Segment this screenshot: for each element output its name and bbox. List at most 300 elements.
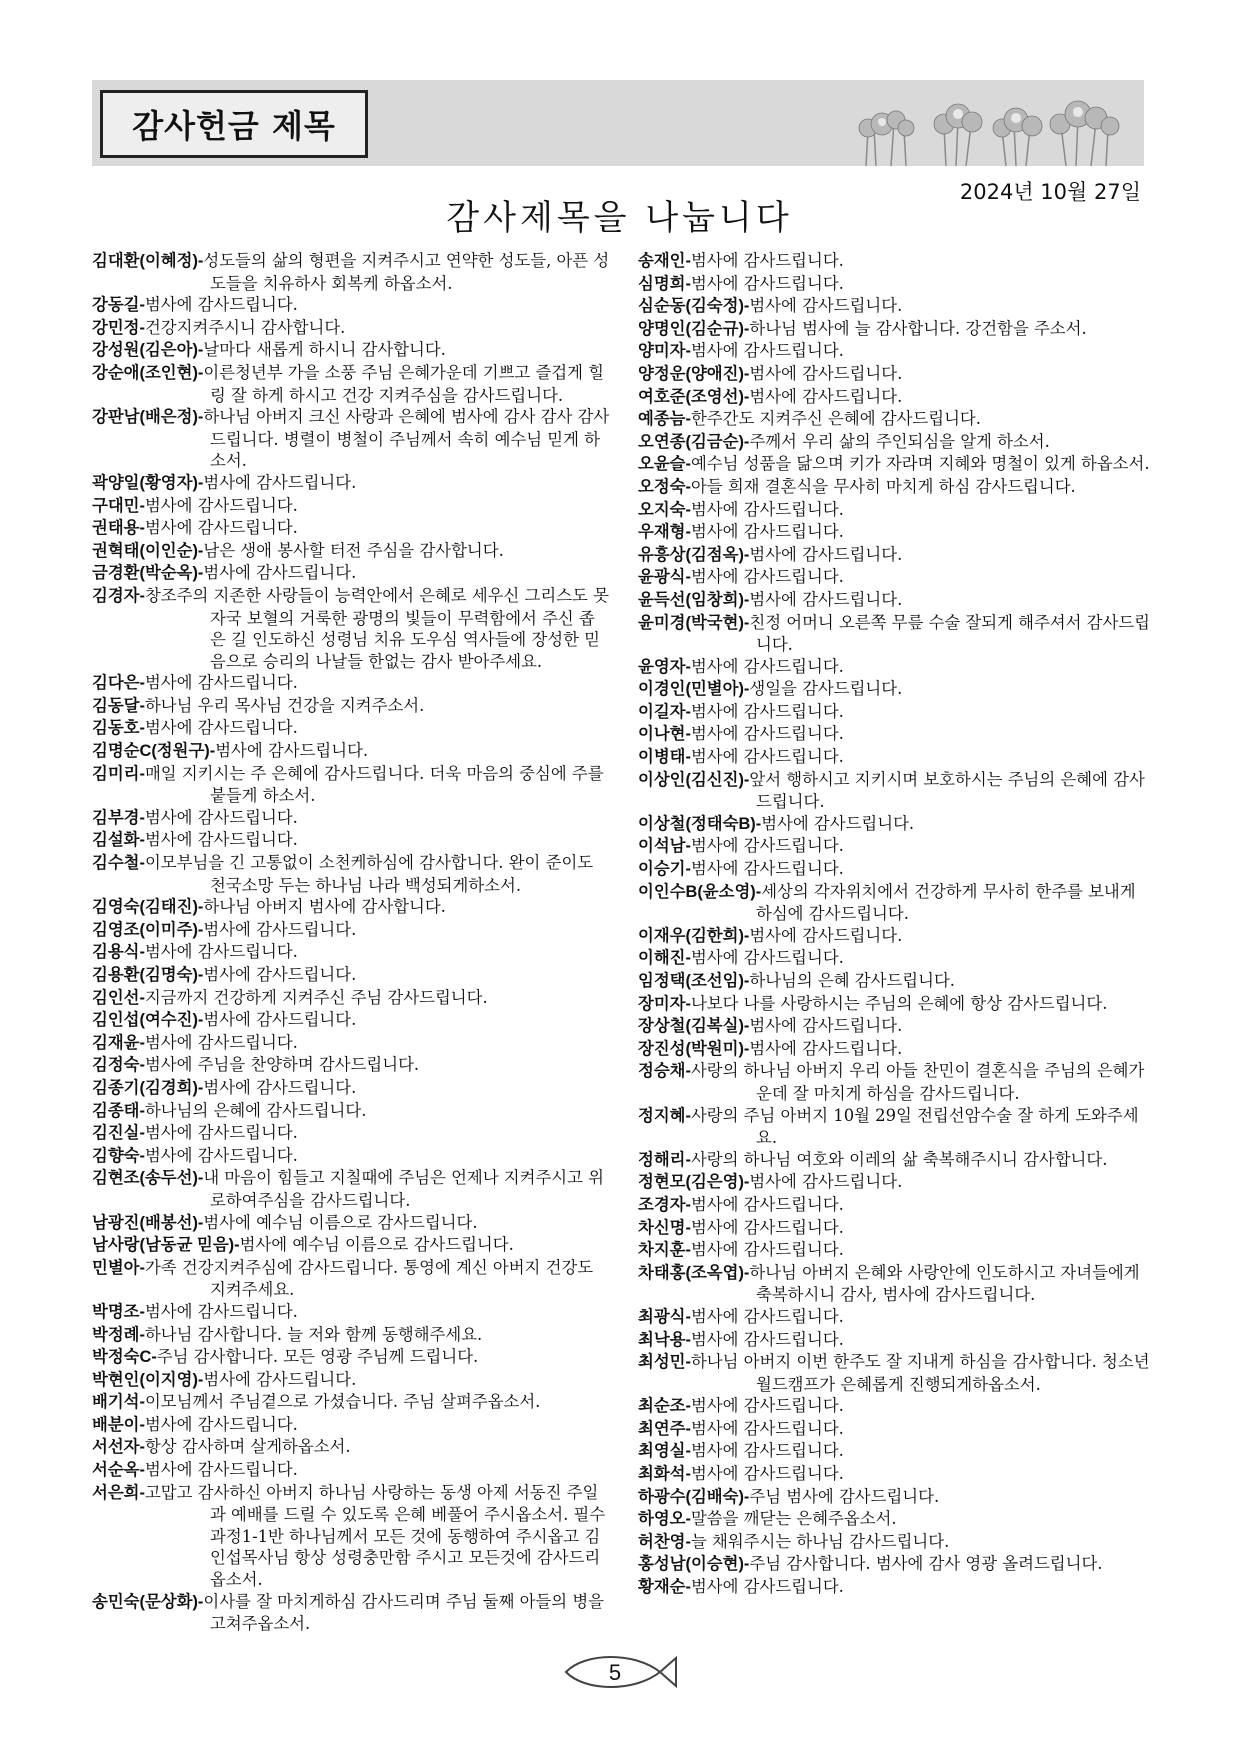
member-name: 박정숙C- [92,1348,157,1367]
thanks-text: 이른청년부 가을 소풍 주님 은혜가운데 기쁘고 즐겁게 힐링 잘 하게 하시고 건강 지켜주심을 감사드립니다. [203,362,605,405]
member-name: 장진성(박원미)- [638,1039,750,1058]
member-name: 이인수B(윤소영)- [638,882,762,901]
thanks-text: 하나님 아버지 은혜와 사랑안에 인도하시고 자녀들에게 축복하시니 감사, 범사에 감사드립니다. [749,1262,1140,1305]
thanks-entry [638,1463,1154,1486]
member-name: 남광진(배봉선)- [92,1213,204,1232]
thanks-entry [638,589,1154,612]
member-name: 김동호- [92,719,145,738]
thanks-entry [92,1054,610,1077]
thanks-text: 범사에 감사드립니다. [690,1418,844,1438]
member-name: 최연주- [638,1419,691,1438]
thanks-entry [638,1149,1154,1172]
thanks-entry [638,1306,1154,1329]
thanks-entry [92,1122,610,1145]
thanks-entry [92,1009,610,1032]
thanks-entry [638,1418,1154,1441]
thanks-text: 건강지켜주시니 감사합니다. [144,317,346,337]
thanks-text: 범사에 감사드립니다. [144,1301,298,1321]
member-name: 이석남- [638,837,691,856]
thanks-text: 범사에 감사드립니다. [690,701,844,721]
member-name: 윤득선(임창희)- [638,590,750,609]
member-name: 박정례- [92,1325,145,1344]
thanks-entry [92,829,610,852]
thanks-text: 나보다 나를 사랑하시는 주님의 은혜에 항상 감사드립니다. [690,993,1108,1013]
member-name: 양정운(양애진)- [638,364,750,383]
thanks-text: 범사에 감사드립니다. [690,1441,844,1461]
member-name: 오지숙- [638,500,691,519]
member-name: 김동달- [92,696,145,715]
thanks-text: 범사에 감사드립니다. [144,1460,298,1480]
thanks-entry [92,1100,610,1123]
member-name: 조경자- [638,1195,691,1214]
thanks-entry [92,987,610,1010]
thanks-text: 범사에 감사드립니다. [144,1032,298,1052]
thanks-text: 범사에 감사드립니다. [690,1396,844,1416]
thanks-entry [638,1329,1154,1352]
member-name: 허찬영- [638,1532,691,1551]
thanks-entry [92,1346,610,1369]
thanks-entry [638,1486,1154,1509]
member-name: 김다은- [92,674,145,693]
member-name: 송민숙(문상화)- [92,1592,204,1611]
member-name: 배분이- [92,1415,145,1434]
thanks-entry [92,1482,610,1591]
thanks-entry [92,1369,610,1392]
thanks-text: 범사에 감사드립니다. [144,1414,298,1434]
member-name: 최순조- [638,1397,691,1416]
member-name: 최성민- [638,1353,691,1372]
thanks-text: 범사에 감사드립니다. [203,472,357,492]
thanks-entry [92,763,610,807]
member-name: 송재인- [638,252,691,270]
thanks-entry [92,1324,610,1347]
member-name: 구대민- [92,496,145,515]
member-name: 홍성남(이승현)- [638,1555,750,1574]
member-name: 임정택(조선임)- [638,972,750,990]
member-name: 이해진- [638,949,691,968]
thanks-text: 범사에 감사드립니다. [749,296,903,316]
thanks-entry [92,362,610,406]
thanks-text: 아들 희재 결혼식을 무사히 마치게 하심 감사드립니다. [690,476,1076,496]
thanks-text: 한주간도 지켜주신 은혜에 감사드립니다. [690,409,981,429]
member-name: 우재형- [638,523,691,542]
thanks-entry [92,896,610,919]
member-name: 양명인(김순규)- [638,319,750,338]
thanks-entry [638,1105,1154,1149]
thanks-entry [92,250,610,294]
member-name: 박명조- [92,1302,145,1321]
thanks-text: 말씀을 깨닫는 은혜주옵소서. [690,1509,897,1529]
thanks-entry [92,1234,610,1257]
thanks-entry [638,947,1154,970]
thanks-entry [638,925,1154,948]
thanks-text: 범사에 감사드립니다. [144,673,298,693]
member-name: 강동길- [92,296,145,315]
member-name: 오연종(김금순)- [638,432,750,451]
member-name: 정해리- [638,1150,691,1169]
thanks-entry [92,695,610,718]
member-name: 강민정- [92,318,145,337]
thanks-text: 성도들의 삶의 형편을 지켜주시고 연약한 성도들, 아픈 성도들을 치유하사 회복케 하옵소서. [203,251,610,293]
thanks-text: 범사에 감사드립니다. [690,1329,844,1349]
thanks-text: 범사에 주님을 찬양하며 감사드립니다. [144,1055,420,1075]
thanks-entry [638,993,1154,1016]
thanks-entry [92,964,610,987]
member-name: 김설화- [92,831,145,850]
member-name: 하영오- [638,1510,691,1529]
member-name: 최화석- [638,1465,691,1484]
thanks-text: 주님 감사합니다. 범사에 감사 영광 올려드립니다. [749,1554,1103,1574]
member-name: 이재우(김한희)- [638,926,750,945]
thanks-entry [638,1038,1154,1061]
thanks-entry [92,717,610,740]
thanks-entry [638,769,1154,813]
thanks-entry [638,1351,1154,1395]
thanks-entry [638,1553,1154,1576]
thanks-entry [92,1257,610,1301]
thanks-text: 범사에 감사드립니다. [203,1077,357,1097]
thanks-text: 범사에 감사드립니다. [690,656,844,676]
thanks-entry [92,406,610,472]
page-title: 감사헌금 제목 [100,90,368,158]
thanks-entry [638,408,1154,431]
thanks-entry [638,678,1154,701]
member-name: 윤광식- [638,568,691,587]
thanks-text: 예수님 성품을 닮으며 키가 자라며 지혜와 명철이 있게 하옵소서. [690,454,1150,474]
thanks-text: 범사에 감사드립니다. [203,919,357,939]
right-column [638,250,1154,1599]
thanks-text: 범사에 감사드립니다. [690,522,844,542]
thanks-text: 주님 감사합니다. 모든 영광 주님께 드립니다. [156,1347,479,1367]
section-subtitle: 감사제목을 나눕니다 [446,198,793,238]
thanks-entry [638,566,1154,589]
member-name: 남사랑(남동균 믿음)- [92,1236,240,1255]
thanks-entry [92,852,610,896]
member-name: 서순옥- [92,1461,145,1480]
thanks-text: 지금까지 건강하게 지켜주신 주님 감사드립니다. [144,987,488,1007]
thanks-text: 범사에 감사드립니다. [203,1369,357,1389]
thanks-entry [638,499,1154,522]
member-name: 차태홍(조옥엽)- [638,1263,750,1282]
thanks-entry [638,295,1154,318]
member-name: 심명희- [638,274,691,293]
thanks-entry [638,881,1154,925]
thanks-text: 범사에 감사드립니다. [690,1217,844,1237]
thanks-entry [92,1459,610,1482]
thanks-text: 범사에 감사드립니다. [144,295,298,315]
thanks-text: 범사에 감사드립니다. [690,836,844,856]
thanks-text: 범사에 예수님 이름으로 감사드립니다. [239,1235,514,1255]
thanks-entry [638,1239,1154,1262]
thanks-text: 범사에 감사드립니다. [749,1016,903,1036]
thanks-entry [92,517,610,540]
member-name: 강판남(배은정)- [92,408,204,427]
member-name: 차지훈- [638,1241,691,1260]
member-name: 배기석- [92,1393,145,1412]
thanks-text: 범사에 감사드립니다. [144,942,298,962]
thanks-entry [638,813,1154,836]
thanks-entry [92,317,610,340]
member-name: 이길자- [638,702,691,721]
thanks-text: 범사에 감사드립니다. [749,363,903,383]
thanks-entry [638,723,1154,746]
thanks-entry [638,1440,1154,1463]
thanks-text: 남은 생애 봉사할 터전 주심을 감사합니다. [203,540,504,560]
member-name: 김현조(송두선)- [92,1169,204,1188]
member-name: 이승기- [638,860,691,879]
thanks-entry [638,1194,1154,1217]
thanks-entry [638,544,1154,567]
thanks-entry [92,807,610,830]
member-name: 심순동(김숙정)- [638,297,750,316]
thanks-text: 하나님의 은혜 감사드립니다. [749,971,956,990]
thanks-text: 사랑의 주님 아버지 10월 29일 전립선암수술 잘 하게 도와주세요. [690,1105,1139,1148]
thanks-text: 매일 지키시는 주 은혜에 감사드립니다. 더욱 마음의 중심에 주를 붙들게 하소서. [144,763,604,806]
member-name: 김미리- [92,764,145,783]
thanks-entry [92,495,610,518]
thanks-text: 범사에 감사드립니다. [749,544,903,564]
thanks-text: 범사에 감사드립니다. [749,925,903,945]
thanks-entry [92,540,610,563]
thanks-entry [92,1301,610,1324]
thanks-text: 앞서 행하시고 지키시며 보호하시는 주님의 은혜에 감사드립니다. [749,769,1145,812]
member-name: 김인섭(여수진)- [92,1011,204,1030]
thanks-text: 하나님 아버지 범사에 감사합니다. [203,897,446,917]
member-name: 강순애(조인현)- [92,363,204,382]
member-name: 김명순C(정원구)- [92,742,216,761]
thanks-entry [92,919,610,942]
thanks-text: 범사에 감사드립니다. [761,813,915,833]
thanks-entry [92,1436,610,1459]
thanks-entry [638,340,1154,363]
thanks-text: 항상 감사하며 살게하옵소서. [144,1437,351,1457]
issue-date: 2024년 10월 27일 [959,180,1141,204]
thanks-entry [638,1015,1154,1038]
thanks-entry [92,1077,610,1100]
member-name: 차신명- [638,1218,691,1237]
thanks-text: 가족 건강지켜주심에 감사드립니다. 통영에 계신 아버지 건강도 지켜주세요. [144,1257,594,1300]
thanks-text: 범사에 감사드립니다. [690,341,844,361]
thanks-text: 창조주의 지존한 사랑들이 능력안에서 은혜로 세우신 그리스도 못자국 보혈의 거룩한 광명의 빛들이 무력함에서 주신 좁은 길 인도하신 성령님 치유 도우심 역사들에 장성한 믿음으로 승리의 나날들 한없는 감사 받아주세요. [144,585,609,671]
member-name: 유흥상(김점옥)- [638,545,750,564]
thanks-text: 범사에 감사드립니다. [144,495,298,515]
thanks-text: 범사에 감사드립니다. [749,386,903,406]
thanks-text: 이사를 잘 마치게하심 감사드리며 주님 둘째 아들의 병을 고쳐주옵소서. [203,1591,605,1634]
thanks-text: 하나님 범사에 늘 감사합니다. 강건함을 주소서. [749,318,1087,338]
thanks-entry [638,1262,1154,1306]
thanks-text: 친정 어머니 오른쪽 무릎 수술 잘되게 해주셔서 감사드립니다. [749,612,1151,655]
thanks-entry [92,1414,610,1437]
thanks-entry [638,476,1154,499]
page-number: 5 [608,1660,621,1685]
member-name: 여호준(조영선)- [638,387,750,406]
thanks-entry [638,835,1154,858]
thanks-entry [92,1212,610,1235]
thanks-entry [92,585,610,672]
member-name: 하광수(김배숙)- [638,1487,750,1506]
thanks-entry [638,273,1154,296]
member-name: 양미자- [638,342,691,361]
page-number-mark [0,1652,1239,1692]
member-name: 최낙용- [638,1330,691,1349]
thanks-entry [92,1391,610,1414]
thanks-entry [638,1395,1154,1418]
member-name: 김인선- [92,988,145,1007]
member-name: 김용환(김명숙)- [92,966,204,984]
thanks-text: 범사에 감사드립니다. [749,589,903,609]
member-name: 곽양일(황영자)- [92,473,204,492]
thanks-text: 범사에 감사드립니다. [690,724,844,744]
thanks-text: 하나님의 은혜에 감사드립니다. [144,1100,367,1120]
member-name: 강성원(김은아)- [92,341,204,360]
member-name: 장상철(김복실)- [638,1017,750,1036]
thanks-text: 범사에 감사드립니다. [749,1038,903,1058]
thanks-text: 고맙고 감사하신 아버지 하나님 사랑하는 동생 아제 서동진 주일과 예배를 드릴 수 있도록 은혜 베풀어 주시옵소서. 필수과정1-1반 하나님께서 모든 것에 동행하여 주시옵고 김인섭목사님 항상 성령충만함 주시고 모든것에 감사드리옵소서. [144,1482,606,1590]
member-name: 서선자- [92,1438,145,1457]
member-name: 김경자- [92,586,145,605]
thanks-entry [92,562,610,585]
thanks-text: 세상의 각자위치에서 건강하게 무사히 한주를 보내게 하심에 감사드립니다. [756,881,1136,924]
member-name: 최영실- [638,1442,691,1461]
member-name: 이상철(정태숙B)- [638,814,762,833]
member-name: 김부경- [92,808,145,827]
thanks-text: 범사에 감사드립니다. [749,1172,903,1192]
thanks-entry [92,740,610,763]
thanks-entry [638,431,1154,454]
member-name: 황재순- [638,1578,691,1597]
thanks-entry [638,612,1154,656]
thanks-entry [638,701,1154,724]
thanks-entry [638,1060,1154,1104]
thanks-text: 늘 채워주시는 하나님 감사드립니다. [690,1531,950,1551]
thanks-text: 범사에 감사드립니다. [144,1123,298,1143]
thanks-text: 하나님 우리 목사님 건강을 지켜주소서. [144,695,425,715]
thanks-entry [638,521,1154,544]
left-column [92,250,610,1635]
thanks-text: 범사에 감사드립니다. [690,1194,844,1214]
thanks-text: 생일을 감사드립니다. [749,679,903,699]
thanks-text: 하나님 아버지 크신 사랑과 은혜에 범사에 감사 감사 감사드립니다. 병렬이 병철이 주님께서 속히 예수님 믿게 하소서. [203,407,610,471]
thanks-text: 하나님 아버지 이번 한주도 잘 지내게 하심을 감사합니다. 청소년월드캠프가 은혜롭게 진행되게하옵소서. [690,1352,1150,1394]
member-name: 장미자- [638,994,691,1013]
thanks-entry [92,472,610,495]
flower-bouquet-icon [846,100,1136,166]
thanks-text: 범사에 감사드립니다. [690,859,844,879]
member-name: 민별아- [92,1258,145,1277]
member-name: 김진실- [92,1124,145,1143]
thanks-entry [638,1508,1154,1531]
thanks-entry [638,970,1154,993]
thanks-text: 사랑의 하나님 아버지 우리 아들 찬민이 결혼식을 주님의 은혜가운데 잘 마치게 하심을 감사드립니다. [690,1061,1145,1103]
thanks-text: 하나님 감사합니다. 늘 저와 함께 동행해주세요. [144,1324,483,1344]
member-name: 권혁태(이인순)- [92,541,204,560]
thanks-text: 범사에 감사드립니다. [144,718,298,738]
member-name: 이상인(김신진)- [638,770,750,789]
member-name: 정현모(김은영)- [638,1173,750,1192]
thanks-text: 범사에 감사드립니다. [690,251,844,270]
member-name: 권태용- [92,519,145,538]
thanks-text: 범사에 감사드립니다. [203,563,357,583]
fish-icon [560,1652,680,1692]
member-name: 이나현- [638,725,691,744]
thanks-entry [92,1032,610,1055]
thanks-entry [638,746,1154,769]
member-name: 오정숙- [638,477,691,496]
thanks-text: 주께서 우리 삶의 주인되심을 알게 하소서. [749,431,1050,451]
thanks-text: 범사에 감사드립니다. [690,273,844,293]
thanks-text: 내 마음이 힘들고 지칠때에 주님은 언제나 지켜주시고 위로하여주심을 감사드립니다. [203,1168,605,1210]
thanks-entry [92,1145,610,1168]
thanks-entry [638,363,1154,386]
thanks-entry [638,453,1154,476]
member-name: 김재윤- [92,1033,145,1052]
thanks-text: 범사에 감사드립니다. [690,1464,844,1484]
member-name: 김종기(김경희)- [92,1078,204,1097]
thanks-entry [638,386,1154,409]
thanks-text: 범사에 감사드립니다. [203,965,357,984]
thanks-text: 범사에 감사드립니다. [690,1240,844,1260]
thanks-entry [92,941,610,964]
thanks-entry [638,1217,1154,1240]
thanks-text: 범사에 감사드립니다. [690,747,844,767]
thanks-text: 범사에 감사드립니다. [690,567,844,587]
member-name: 김종태- [92,1101,145,1120]
thanks-entry [92,339,610,362]
member-name: 이병태- [638,748,691,767]
thanks-text: 범사에 감사드립니다. [144,518,298,538]
thanks-entry [92,294,610,317]
member-name: 이경인(민별아)- [638,680,750,699]
member-name: 김용식- [92,943,145,962]
member-name: 윤미경(박국현)- [638,613,750,632]
member-name: 김향숙- [92,1146,145,1165]
member-name: 최광식- [638,1307,691,1326]
thanks-entry [638,250,1154,273]
thanks-entry [638,1576,1154,1599]
thanks-text: 범사에 감사드립니다. [144,807,298,827]
member-name: 김정숙- [92,1056,145,1075]
member-name: 김영숙(김태진)- [92,898,204,917]
thanks-text: 사랑의 하나님 여호와 이레의 삶 축복해주시니 감사합니다. [690,1149,1108,1169]
thanks-text: 범사에 감사드립니다. [144,1145,298,1165]
member-name: 윤영자- [638,657,691,676]
thanks-entry [92,1167,610,1211]
thanks-text: 범사에 감사드립니다. [144,830,298,850]
thanks-text: 주님 범사에 감사드립니다. [749,1486,940,1506]
member-name: 예종늠- [638,410,691,429]
thanks-text: 범사에 감사드립니다. [690,1306,844,1326]
thanks-text: 범사에 감사드립니다. [215,741,369,761]
thanks-text: 범사에 예수님 이름으로 감사드립니다. [203,1212,478,1232]
thanks-entry [92,1591,610,1635]
thanks-entry [638,1171,1154,1194]
member-name: 금경환(박순옥)- [92,564,204,583]
member-name: 박현인(이지영)- [92,1370,204,1389]
member-name: 정지혜- [638,1106,691,1125]
member-name: 김영조(이미주)- [92,920,204,939]
member-name: 김수철- [92,854,145,873]
thanks-text: 날마다 새롭게 하시니 감사합니다. [203,340,446,360]
thanks-entry [92,672,610,695]
member-name: 김대환(이혜정)- [92,252,204,270]
thanks-text: 범사에 감사드립니다. [690,499,844,519]
member-name: 정승채- [638,1062,691,1081]
thanks-text: 이모부님을 긴 고통없이 소천케하심에 감사합니다. 완이 준이도 천국소망 두는 하나님 나라 백성되게하소서. [144,853,594,895]
member-name: 오윤슬- [638,455,691,474]
thanks-entry [638,318,1154,341]
thanks-entry [638,656,1154,679]
thanks-text: 이모님께서 주님곁으로 가셨습니다. 주님 살펴주옵소서. [144,1392,541,1412]
